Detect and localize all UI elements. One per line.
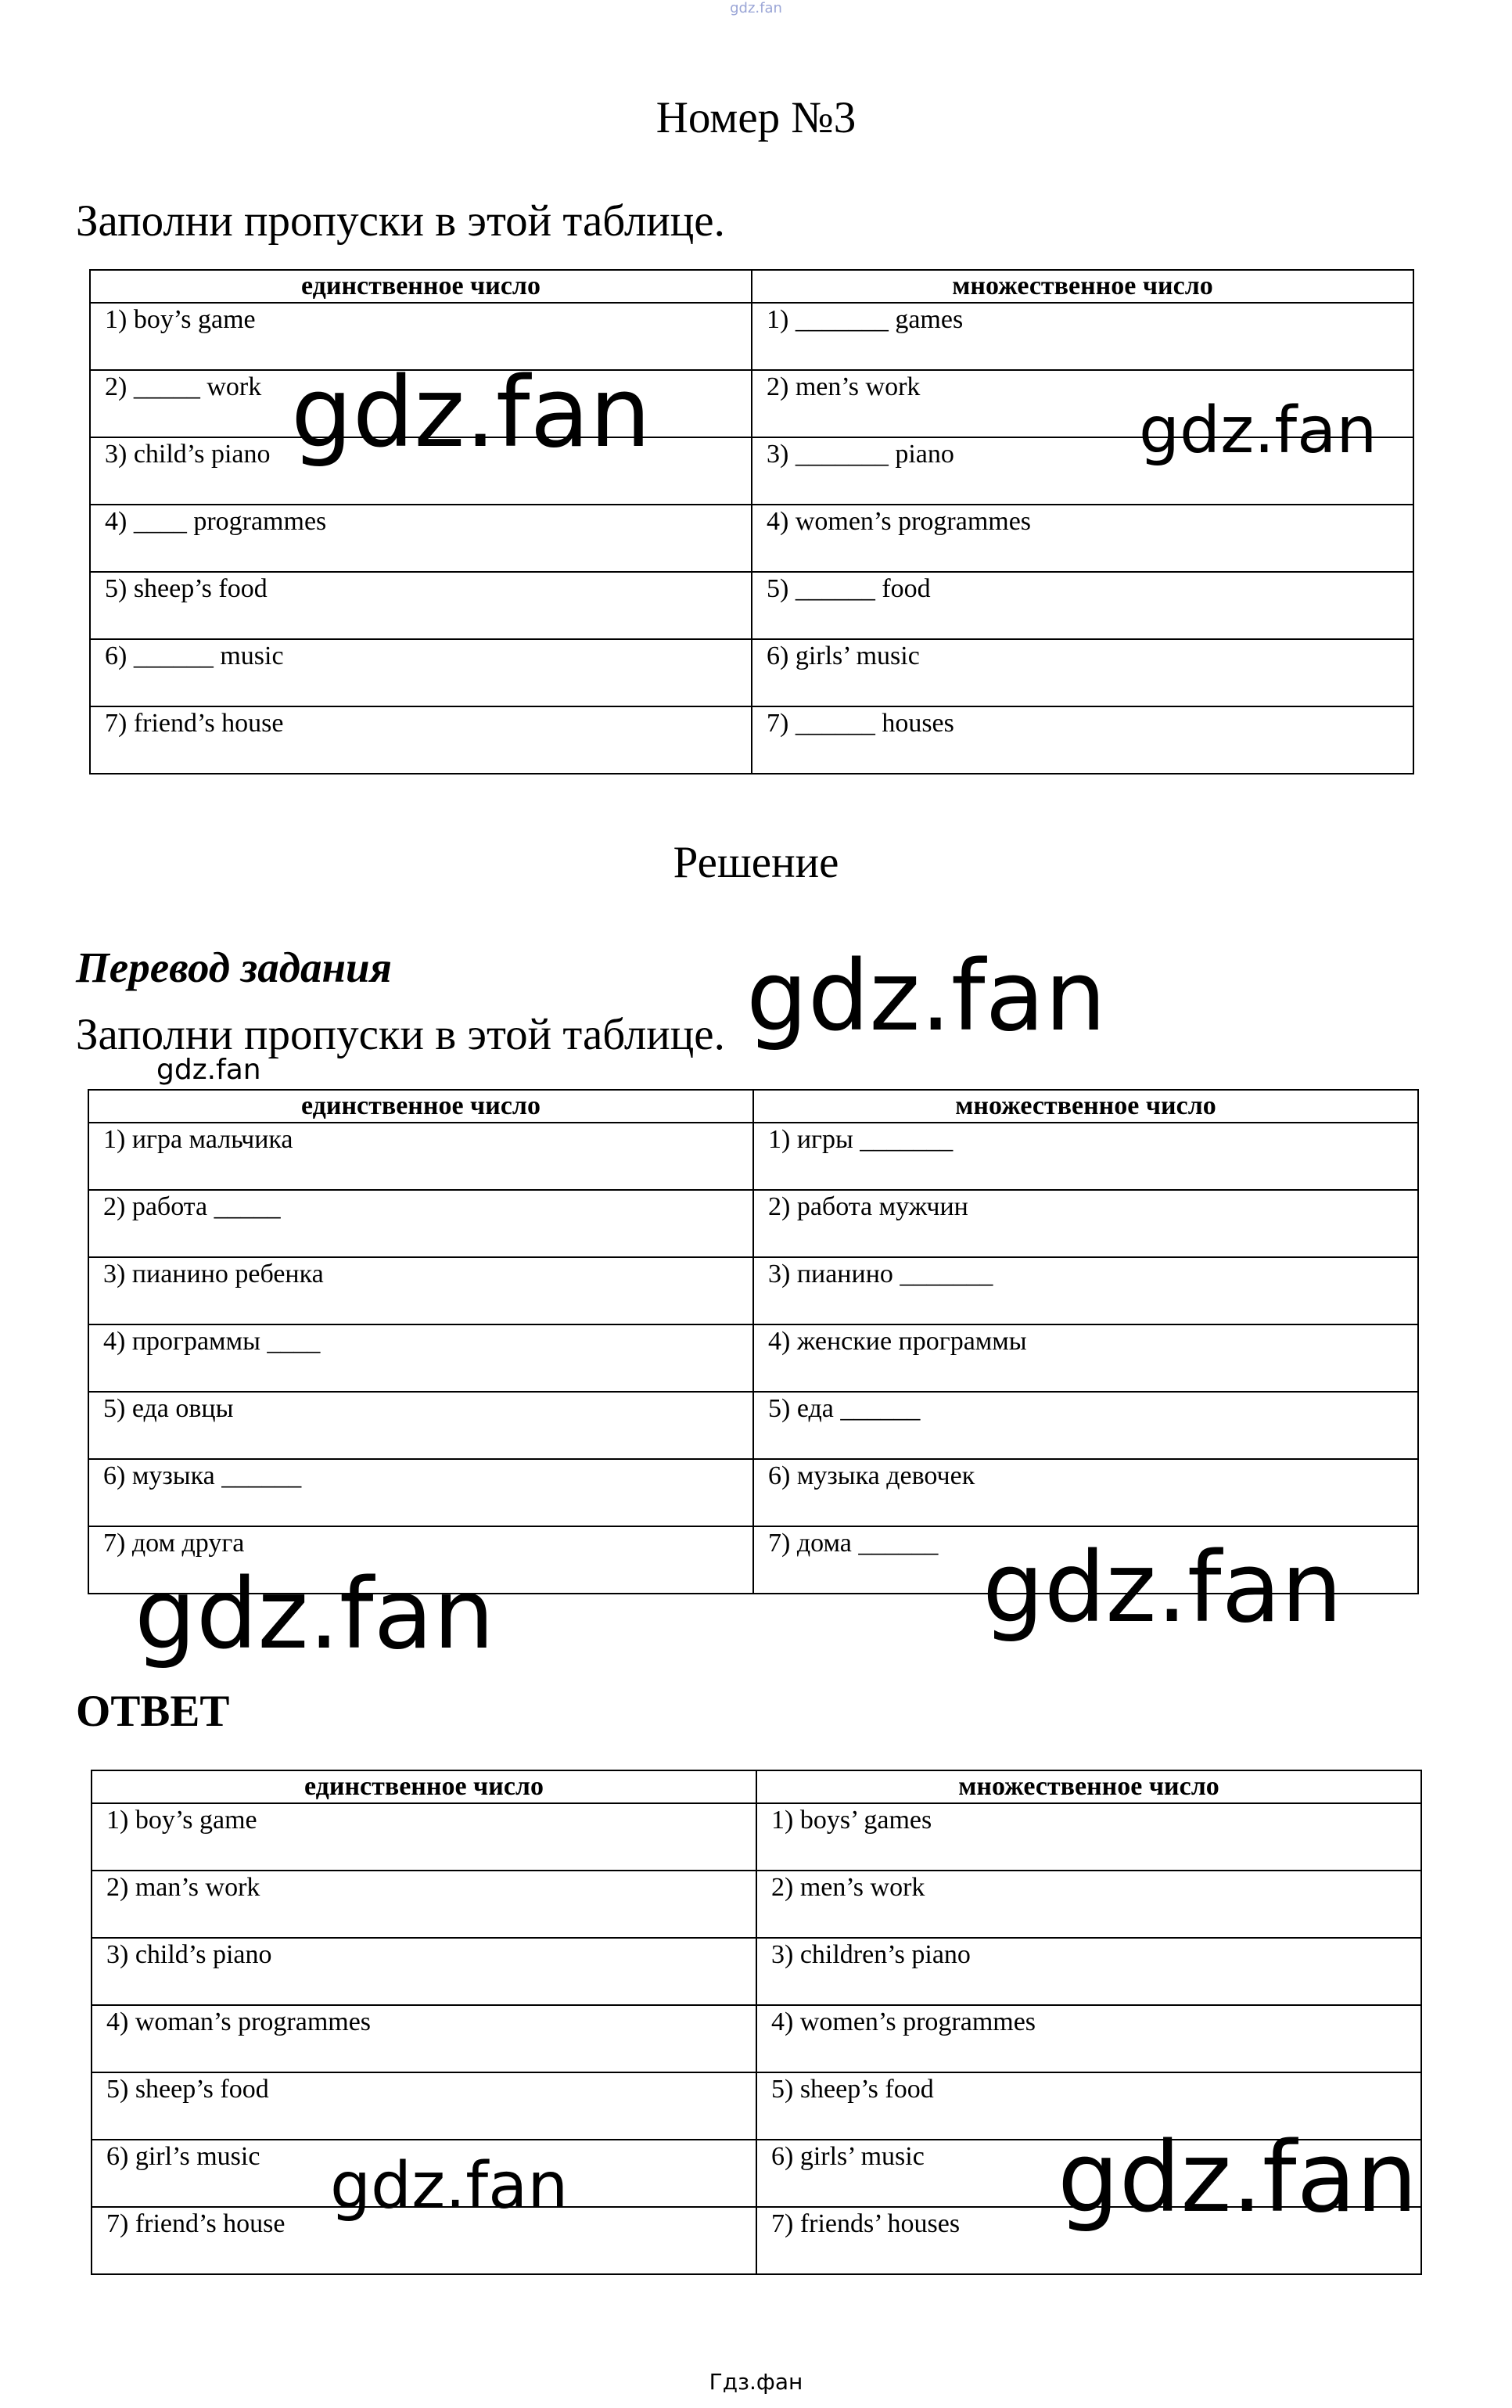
cell-plural: 1) _______ games [752,303,1413,370]
cell-plural: 7) ______ houses [752,706,1413,774]
watermark: gdz.fan [982,1532,1343,1644]
cell-singular: 5) sheep’s food [90,572,752,639]
task-text: Заполни пропуски в этой таблице. [76,196,725,246]
header-singular: единственное число [90,270,752,303]
table-row [88,1392,1418,1459]
cell-singular: 4) woman’s programmes [92,2005,756,2072]
cell-plural: 5) sheep’s food [756,2072,1421,2140]
watermark: gdz.fan [156,1054,261,1086]
cell-singular: 4) ____ programmes [90,505,752,572]
cell-singular: 3) child’s piano [90,437,752,505]
cell-singular: 7) дом друга [88,1526,753,1594]
header-plural: множественное число [752,270,1413,303]
cell-plural: 2) men’s work [756,1871,1421,1938]
table-row [90,303,1413,370]
cell-plural: 4) женские программы [753,1324,1418,1392]
cell-plural: 6) музыка девочек [753,1459,1418,1526]
cell-singular: 5) еда овцы [88,1392,753,1459]
cell-plural: 3) _______ piano [752,437,1413,505]
table-row [90,706,1413,774]
cell-singular: 3) пианино ребенка [88,1257,753,1324]
translation-table [88,1089,1419,1594]
cell-singular: 6) музыка ______ [88,1459,753,1526]
cell-plural: 4) women’s programmes [752,505,1413,572]
cell-singular: 1) boy’s game [92,1803,756,1871]
watermark: gdz.fan [1058,2122,1418,2234]
header-singular: единственное число [88,1090,753,1123]
cell-singular: 2) man’s work [92,1871,756,1938]
table-row [92,2005,1421,2072]
page-title: Номер №3 [655,93,857,142]
table-row [90,639,1413,706]
cell-plural: 1) игры _______ [753,1123,1418,1190]
cell-singular: 3) child’s piano [92,1938,756,2005]
cell-singular: 1) boy’s game [90,303,752,370]
cell-singular: 5) sheep’s food [92,2072,756,2140]
cell-singular: 6) ______ music [90,639,752,706]
cell-singular: 2) работа _____ [88,1190,753,1257]
solution-title: Решение [673,838,839,887]
cell-plural: 3) пианино _______ [753,1257,1418,1324]
cell-singular: 2) _____ work [90,370,752,437]
cell-plural: 7) friends’ houses [756,2207,1421,2274]
answer-heading: ОТВЕТ [76,1687,230,1736]
table-row [92,1938,1421,2005]
task-table [89,269,1414,775]
translation-heading: Перевод задания [76,943,392,991]
translation-task-text: Заполни пропуски в этой таблице. [76,1010,725,1059]
cell-plural: 2) работа мужчин [753,1190,1418,1257]
cell-plural: 7) дома ______ [753,1526,1418,1594]
cell-singular: 7) friend’s house [92,2207,756,2274]
table-row [88,1190,1418,1257]
cell-singular: 7) friend’s house [90,706,752,774]
table-row [88,1257,1418,1324]
cell-plural: 6) girls’ music [752,639,1413,706]
watermark: gdz.fan [330,2149,569,2223]
table-row [88,1459,1418,1526]
footer-watermark: Гдз.фан [709,2369,803,2395]
table-row [88,1324,1418,1392]
top-watermark: gdz.fan [730,0,782,16]
cell-singular: 1) игра мальчика [88,1123,753,1190]
header-plural: множественное число [756,1770,1421,1803]
watermark: gdz.fan [1139,394,1377,468]
header-singular: единственное число [92,1770,756,1803]
cell-plural: 6) girls’ music [756,2140,1421,2207]
table-row [92,1871,1421,1938]
cell-plural: 5) еда ______ [753,1392,1418,1459]
cell-plural: 5) ______ food [752,572,1413,639]
cell-plural: 3) children’s piano [756,1938,1421,2005]
table-row [90,505,1413,572]
table-row [88,1123,1418,1190]
watermark: gdz.fan [746,940,1107,1053]
table-row [92,1803,1421,1871]
table-row [90,572,1413,639]
cell-plural: 4) women’s programmes [756,2005,1421,2072]
cell-singular: 4) программы ____ [88,1324,753,1392]
watermark: gdz.fan [135,1558,495,1671]
header-plural: множественное число [753,1090,1418,1123]
cell-singular: 6) girl’s music [92,2140,756,2207]
cell-plural: 1) boys’ games [756,1803,1421,1871]
watermark: gdz.fan [291,357,652,469]
cell-plural: 2) men’s work [752,370,1413,437]
